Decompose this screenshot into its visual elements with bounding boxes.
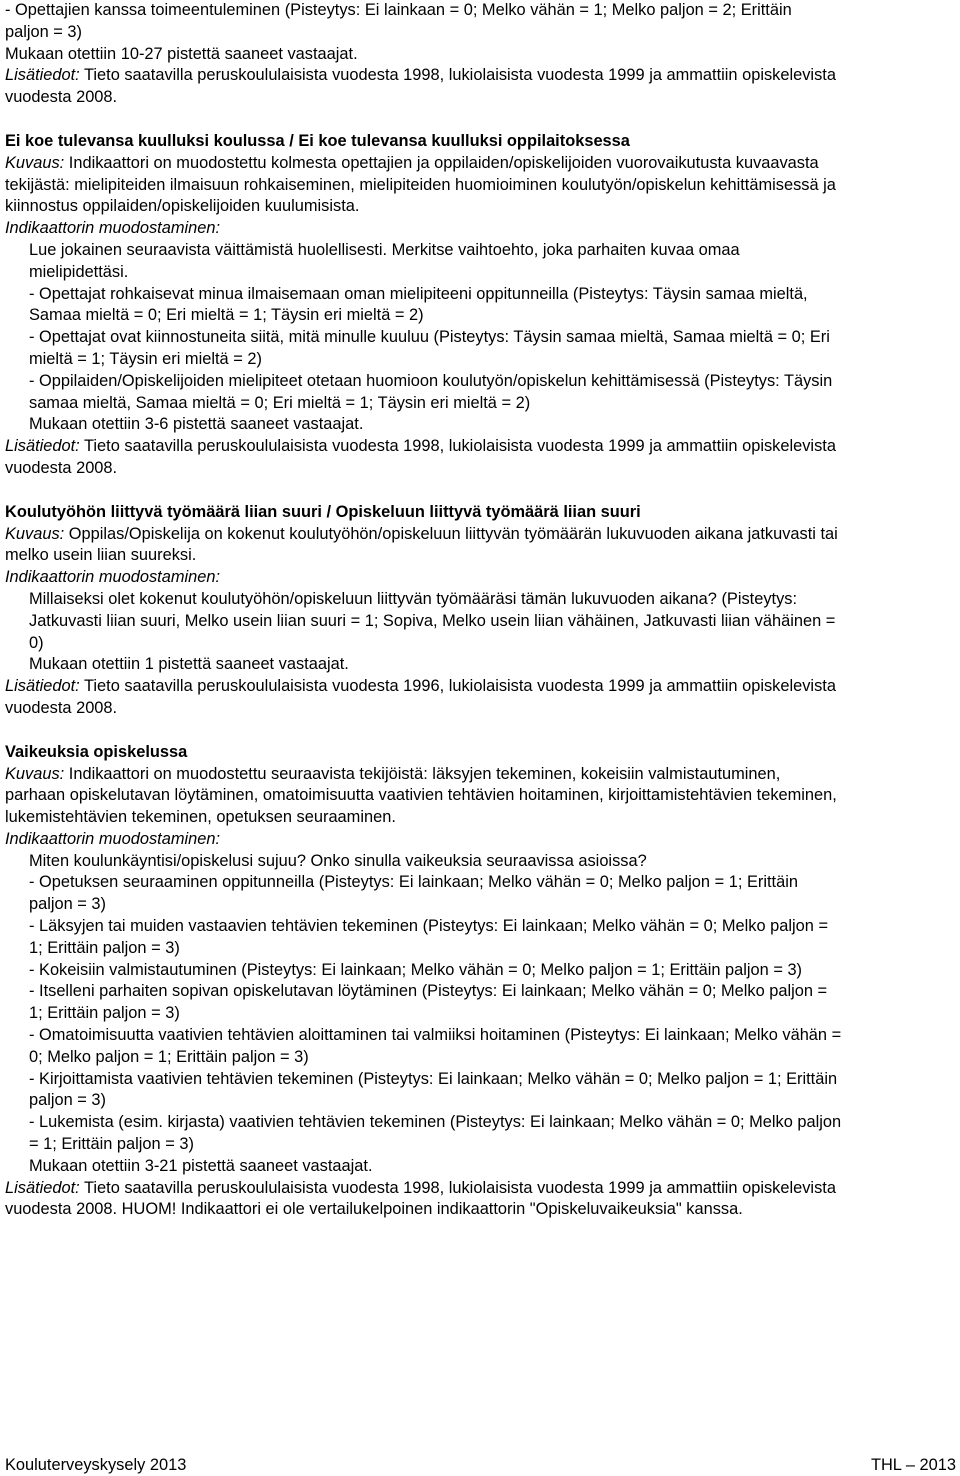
section-3-item-1-cont: paljon = 3) [29,895,106,914]
intro-item-line-1: - Opettajien kanssa toimeentuleminen (Pisteytys: Ei lainkaan = 0; Melko vähän = 1; Melko paljon = 2; Erittäin [5,1,792,19]
section-3-item-6-cont: paljon = 3) [29,1091,106,1110]
lisatiedot-label: Lisätiedot: [5,1178,80,1197]
section-3-kuvaus [5,764,957,786]
section-2-mukaan: Mukaan otettiin 1 pistettä saaneet vastaajat. [29,655,349,674]
section-2-lisatiedot [5,676,957,698]
lisatiedot-text: Tieto saatavilla peruskoululaisista vuodesta 1996, lukiolaisista vuodesta 1999 ja ammattiin opiskelevista [79,677,836,696]
section-3-item-4: - Itselleni parhaiten sopivan opiskelutavan löytäminen (Pisteytys: Ei lainkaan; Melko vähän = 0; Melko paljon = [29,982,828,1001]
kuvaus-text: Oppilas/Opiskelija on kokenut koulutyöhön/opiskeluun liittyvän työmäärän lukuvuoden aikana jatkuvasti tai [64,524,838,543]
section-1-indikaattori-label: Indikaattorin muodostaminen: [5,219,221,238]
lisatiedot-text: Tieto saatavilla peruskoululaisista vuodesta 1998, lukiolaisista vuodesta 1999 ja ammattiin opiskelevista [79,1178,836,1197]
intro-item-line-2: paljon = 3) [5,22,82,41]
section-1-kuvaus [5,153,957,175]
section-3-mukaan: Mukaan otettiin 3-21 pistettä saaneet vastaajat. [29,1156,373,1175]
section-3-title: Vaikeuksia opiskelussa [5,742,188,761]
section-3-item-5: - Omatoimisuutta vaativien tehtävien aloittaminen tai valmiiksi hoitaminen (Pisteytys: Ei lainkaan; Melko vähän = [29,1026,842,1045]
section-1-lisatiedot-cont: vuodesta 2008. [5,458,118,477]
section-1-kuvaus-cont-2: kiinnostus oppilaiden/opiskelijoiden kuulumisista. [5,197,360,216]
section-1-title: Ei koe tulevansa kuulluksi koulussa / Ei koe tulevansa kuulluksi oppilaitoksessa [5,131,630,150]
section-3-item-3: - Kokeisiin valmistautuminen (Pisteytys: Ei lainkaan; Melko vähän = 0; Melko paljon = 1; Erittäin paljon = 3) [29,960,803,979]
section-1-question-line-1: Lue jokainen seuraavista väittämistä huolellisesti. Merkitse vaihtoehto, joka parhaiten kuvaa omaa [29,240,740,259]
section-2-question-line-3: 0) [29,633,44,652]
section-2-question-line-1: Millaiseksi olet kokenut koulutyöhön/opiskeluun liittyvän työmääräsi tämän lukuvuoden aikana? (Pisteytys: [29,589,798,608]
section-1-lisatiedot [5,436,957,458]
lisatiedot-label: Lisätiedot: [5,66,80,85]
document-body [5,0,957,1221]
section-1-question-line-2: mielipidettäsi. [29,262,129,281]
section-2-question-line-2: Jatkuvasti liian suuri, Melko usein liian suuri = 1; Sopiva, Melko usein liian vähäinen, Jatkuvasti liian vähäinen = [29,611,836,630]
section-1-item-2: - Opettajat ovat kiinnostuneita siitä, mitä minulle kuuluu (Pisteytys: Täysin samaa mieltä, Samaa mieltä = 0; Eri [29,328,830,347]
section-2-title: Koulutyöhön liittyvä työmäärä liian suuri / Opiskeluun liittyvä työmäärä liian suuri [5,502,641,521]
kuvaus-label: Kuvaus: [5,764,65,783]
section-3-item-1: - Opetuksen seuraaminen oppitunneilla (Pisteytys: Ei lainkaan; Melko vähän = 0; Melko paljon = 1; Erittäin [29,873,798,892]
section-3-question: Miten koulunkäyntisi/opiskelusi sujuu? Onko sinulla vaikeuksia seuraavissa asioissa? [29,851,647,870]
section-3-item-7-cont: = 1; Erittäin paljon = 3) [29,1135,194,1154]
section-3-lisatiedot [5,1178,957,1200]
intro-mukaan: Mukaan otettiin 10-27 pistettä saaneet vastaajat. [5,44,358,63]
section-3-kuvaus-cont-2: lukemistehtävien tekeminen, opetuksen seuraaminen. [5,808,396,827]
intro-lisatiedot [5,65,957,87]
lisatiedot-text: Tieto saatavilla peruskoululaisista vuodesta 1998, lukiolaisista vuodesta 1999 ja ammattiin opiskelevista [79,66,836,85]
section-2-indikaattori-label: Indikaattorin muodostaminen: [5,568,221,587]
lisatiedot-label: Lisätiedot: [5,437,80,456]
footer-right: THL – 2013 [870,1456,956,1474]
section-1-item-2-cont: mieltä = 1; Täysin eri mieltä = 2) [29,349,262,368]
kuvaus-label: Kuvaus: [5,153,65,172]
section-1-item-3-cont: samaa mieltä, Samaa mieltä = 0; Eri mieltä = 1; Täysin eri mieltä = 2) [29,393,531,412]
intro-lisatiedot-cont: vuodesta 2008. [5,88,118,107]
kuvaus-label: Kuvaus: [5,524,65,543]
section-1-item-3: - Oppilaiden/Opiskelijoiden mielipiteet otetaan huomioon koulutyön/opiskelun kehittämisessä (Pisteytys: Täysin [29,371,833,390]
section-3-item-5-cont: 0; Melko paljon = 1; Erittäin paljon = 3) [29,1047,309,1066]
lisatiedot-label: Lisätiedot: [5,677,80,696]
section-2-kuvaus-cont: melko usein liian suureksi. [5,546,197,565]
section-3-lisatiedot-cont: vuodesta 2008. HUOM! Indikaattori ei ole vertailukelpoinen indikaattorin "Opiskeluvaikeuksia" kanssa. [5,1200,743,1219]
section-3-item-2: - Läksyjen tai muiden vastaavien tehtävien tekeminen (Pisteytys: Ei lainkaan; Melko vähän = 0; Melko paljon = [29,917,829,936]
section-1-item-1: - Opettajat rohkaisevat minua ilmaisemaan oman mielipiteeni oppitunneilla (Pisteytys: Täysin samaa mieltä, [29,284,808,303]
section-3-item-7: - Lukemista (esim. kirjasta) vaativien tehtävien tekeminen (Pisteytys: Ei lainkaan; Melko vähän = 0; Melko paljon [29,1113,842,1132]
section-3-item-4-cont: 1; Erittäin paljon = 3) [29,1004,180,1023]
section-3-item-6: - Kirjoittamista vaativien tehtävien tekeminen (Pisteytys: Ei lainkaan; Melko vähän = 0; Melko paljon = 1; Erittäin [29,1069,838,1088]
section-1-item-1-cont: Samaa mieltä = 0; Eri mieltä = 1; Täysin eri mieltä = 2) [29,306,424,325]
section-3-indikaattori-label: Indikaattorin muodostaminen: [5,829,221,848]
kuvaus-text: Indikaattori on muodostettu kolmesta opettajien ja oppilaiden/opiskelijoiden vuorovaikutusta kuvaavasta [64,153,819,172]
section-2-kuvaus [5,524,957,546]
section-1-mukaan: Mukaan otettiin 3-6 pistettä saaneet vastaajat. [29,415,364,434]
section-3-kuvaus-cont-1: parhaan opiskelutavan löytäminen, omatoimisuutta vaativien tehtävien hoitaminen, kirjoittamistehtävien tekeminen, [5,786,837,805]
footer-left: Kouluterveyskysely 2013 [5,1456,187,1474]
kuvaus-text: Indikaattori on muodostettu seuraavista tekijöistä: läksyjen tekeminen, kokeisiin valmistautuminen, [64,764,781,783]
lisatiedot-text: Tieto saatavilla peruskoululaisista vuodesta 1998, lukiolaisista vuodesta 1999 ja ammattiin opiskelevista [79,437,836,456]
section-1-kuvaus-cont-1: tekijästä: mielipiteiden ilmaisuun rohkaiseminen, mielipiteiden huomioiminen koulutyön/opiskelun kehittämisessä ja [5,175,836,194]
section-2-lisatiedot-cont: vuodesta 2008. [5,698,118,717]
section-3-item-2-cont: 1; Erittäin paljon = 3) [29,938,180,957]
